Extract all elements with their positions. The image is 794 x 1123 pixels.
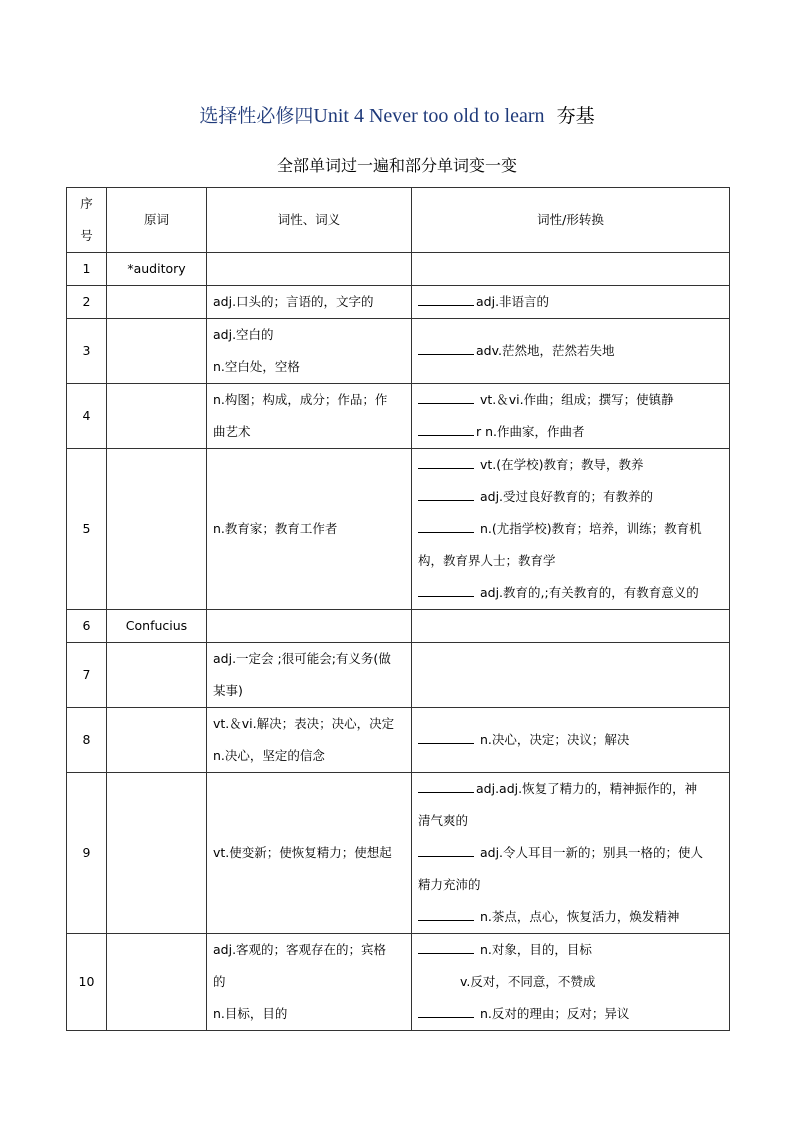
form-line xyxy=(418,724,725,756)
part-of-speech-meaning xyxy=(207,384,412,449)
form-line xyxy=(418,481,725,513)
original-word xyxy=(107,773,207,934)
original-word xyxy=(107,286,207,319)
fill-in-blank[interactable] xyxy=(418,454,474,469)
meaning-line: vt.＆vi.解决；表决；决心，决定 xyxy=(213,716,395,731)
form-line xyxy=(418,335,725,367)
title-suffix: 夯基 xyxy=(556,105,595,127)
table-row xyxy=(67,708,730,773)
form-text: 清气爽的 xyxy=(418,813,469,828)
form-text: adj.adj.恢复了精力的，精神振作的，神 xyxy=(476,781,698,796)
meaning-line: n.空白处，空格 xyxy=(213,359,300,374)
form-text: r n.作曲家，作曲者 xyxy=(476,424,585,439)
table-row xyxy=(67,286,730,319)
form-text: v.反对，不同意，不赞成 xyxy=(460,974,596,989)
row-number: 4 xyxy=(67,384,107,449)
form-text: vt.(在学校)教育；教导，教养 xyxy=(476,457,644,472)
meaning-line: n.决心，坚定的信念 xyxy=(213,748,325,763)
form-line xyxy=(418,966,725,998)
fill-in-blank[interactable] xyxy=(418,842,474,857)
fill-in-blank[interactable] xyxy=(418,778,474,793)
form-line xyxy=(418,416,725,448)
original-word xyxy=(107,643,207,708)
table-row xyxy=(67,643,730,708)
word-form-conversion xyxy=(412,610,730,643)
part-of-speech-meaning xyxy=(207,449,412,610)
header-no-line1: 序 xyxy=(80,196,93,211)
form-text: 精力充沛的 xyxy=(418,877,481,892)
header-word: 原词 xyxy=(107,188,207,253)
meaning-line: n.教育家；教育工作者 xyxy=(213,521,338,536)
fill-in-blank[interactable] xyxy=(418,582,474,597)
part-of-speech-meaning xyxy=(207,643,412,708)
part-of-speech-meaning xyxy=(207,253,412,286)
fill-in-blank[interactable] xyxy=(418,389,474,404)
meaning-line: adj.一定会 ;很可能会;有义务(做 xyxy=(213,651,391,666)
table-row xyxy=(67,319,730,384)
original-word: Confucius xyxy=(107,610,207,643)
row-number: 6 xyxy=(67,610,107,643)
form-text: 构，教育界人士；教育学 xyxy=(418,553,556,568)
meaning-line: n.目标，目的 xyxy=(213,1006,288,1021)
word-form-conversion xyxy=(412,286,730,319)
title-zh: 选择性必修四 xyxy=(199,105,314,127)
row-number: 1 xyxy=(67,253,107,286)
form-line xyxy=(418,577,725,609)
original-word xyxy=(107,319,207,384)
vocabulary-table xyxy=(66,187,730,1031)
meaning-line: 某事) xyxy=(213,683,243,698)
row-number: 7 xyxy=(67,643,107,708)
part-of-speech-meaning xyxy=(207,708,412,773)
form-text: adv.茫然地，茫然若失地 xyxy=(476,343,615,358)
original-word xyxy=(107,384,207,449)
meaning-line: n.构图；构成，成分；作品；作 xyxy=(213,392,388,407)
meaning-line: 曲艺术 xyxy=(213,424,251,439)
meaning-line: adj.空白的 xyxy=(213,327,274,342)
form-line xyxy=(418,513,725,545)
part-of-speech-meaning xyxy=(207,610,412,643)
word-form-conversion xyxy=(412,449,730,610)
part-of-speech-meaning xyxy=(207,934,412,1031)
meaning-line: adj.口头的；言语的，文字的 xyxy=(213,294,374,309)
part-of-speech-meaning xyxy=(207,286,412,319)
original-word xyxy=(107,449,207,610)
header-no-line2: 号 xyxy=(80,228,93,243)
table-row xyxy=(67,773,730,934)
row-number: 8 xyxy=(67,708,107,773)
original-word xyxy=(107,934,207,1031)
fill-in-blank[interactable] xyxy=(418,518,474,533)
form-text: n.茶点，点心，恢复活力，焕发精神 xyxy=(476,909,680,924)
row-number: 10 xyxy=(67,934,107,1031)
row-number: 5 xyxy=(67,449,107,610)
header-forms: 词性/形转换 xyxy=(412,188,730,253)
form-text: adj.教育的,;有关教育的，有教育意义的 xyxy=(476,585,699,600)
fill-in-blank[interactable] xyxy=(418,486,474,501)
word-form-conversion xyxy=(412,708,730,773)
fill-in-blank[interactable] xyxy=(418,340,474,355)
form-text: vt.＆vi.作曲；组成；撰写；使镇静 xyxy=(476,392,674,407)
part-of-speech-meaning xyxy=(207,319,412,384)
fill-in-blank[interactable] xyxy=(418,421,474,436)
word-form-conversion xyxy=(412,934,730,1031)
row-number: 3 xyxy=(67,319,107,384)
part-of-speech-meaning xyxy=(207,773,412,934)
form-line xyxy=(418,773,725,805)
form-text: n.(尤指学校)教育；培养，训练；教育机 xyxy=(476,521,702,536)
form-text: n.对象，目的，目标 xyxy=(476,942,592,957)
form-line xyxy=(418,384,725,416)
table-body xyxy=(67,253,730,1031)
page-subtitle: 全部单词过一遍和部分单词变一变 xyxy=(276,156,517,175)
form-text: n.反对的理由；反对；异议 xyxy=(476,1006,630,1021)
form-line xyxy=(418,545,725,577)
original-word: *auditory xyxy=(107,253,207,286)
meaning-line: vt.使变新；使恢复精力；使想起 xyxy=(213,845,392,860)
form-text: adj.非语言的 xyxy=(476,294,550,309)
original-word xyxy=(107,708,207,773)
table-row xyxy=(67,449,730,610)
form-text: adj.受过良好教育的；有教养的 xyxy=(476,489,654,504)
form-line xyxy=(418,998,725,1030)
fill-in-blank[interactable] xyxy=(418,729,474,744)
form-line xyxy=(418,934,725,966)
table-row xyxy=(67,610,730,643)
table-header-row xyxy=(67,188,730,253)
word-form-conversion xyxy=(412,643,730,708)
meaning-line: 的 xyxy=(213,974,226,989)
word-form-conversion xyxy=(412,319,730,384)
header-no xyxy=(67,188,107,253)
form-text: adj.令人耳目一新的；别具一格的；使人 xyxy=(476,845,704,860)
word-form-conversion xyxy=(412,773,730,934)
table-row xyxy=(67,934,730,1031)
fill-in-blank[interactable] xyxy=(418,1003,474,1018)
word-form-conversion xyxy=(412,384,730,449)
form-line xyxy=(418,869,725,901)
form-line xyxy=(418,805,725,837)
fill-in-blank[interactable] xyxy=(418,939,474,954)
fill-in-blank[interactable] xyxy=(418,291,474,306)
form-line xyxy=(418,286,725,318)
row-number: 2 xyxy=(67,286,107,319)
form-line xyxy=(418,837,725,869)
page-title xyxy=(0,102,794,130)
table-row xyxy=(67,384,730,449)
title-unit: Unit 4 Never too old to learn xyxy=(313,105,545,127)
table-row xyxy=(67,253,730,286)
form-text: n.决心，决定；决议；解决 xyxy=(476,732,630,747)
meaning-line: adj.客观的；客观存在的；宾格 xyxy=(213,942,387,957)
word-form-conversion xyxy=(412,253,730,286)
fill-in-blank[interactable] xyxy=(418,906,474,921)
row-number: 9 xyxy=(67,773,107,934)
form-line xyxy=(418,449,725,481)
header-sense: 词性、词义 xyxy=(207,188,412,253)
form-line xyxy=(418,901,725,933)
